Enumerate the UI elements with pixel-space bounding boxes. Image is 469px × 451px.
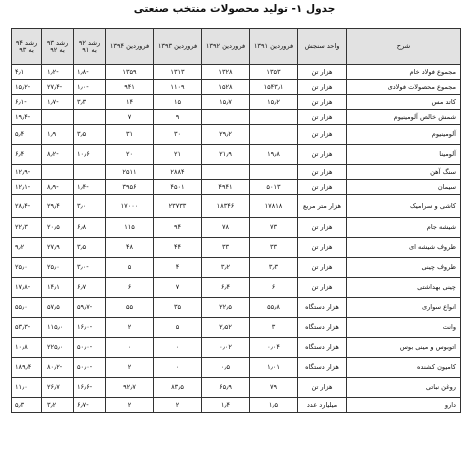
cell-1393: ۱۵ — [154, 95, 202, 110]
cell-1394: ۶ — [106, 278, 154, 298]
cell-growth-93-92: -۱٫۷ — [42, 95, 74, 110]
cell-growth-94-93: -۱۲٫۹ — [12, 165, 42, 180]
cell-growth-92-91: -۵۹٫۷ — [74, 298, 106, 318]
table-row — [12, 338, 461, 358]
cell-growth-94-93: ۵٫۳ — [12, 398, 42, 413]
header-description: شرح — [347, 29, 461, 65]
cell-1394: ۲۵۱۱ — [106, 165, 154, 180]
cell-1393: ۷ — [154, 278, 202, 298]
cell-description: شیشه جام — [347, 218, 461, 238]
cell-1393: ۰ — [154, 338, 202, 358]
cell-1394: ۲ — [106, 358, 154, 378]
cell-description: سیمان — [347, 180, 461, 195]
cell-growth-92-91: -۱٫۴ — [74, 180, 106, 195]
table-row — [12, 358, 461, 378]
cell-1391: ۳۳ — [250, 238, 298, 258]
cell-description: ظروف چینی — [347, 258, 461, 278]
cell-growth-93-92: ۲۵٫۰ — [42, 258, 74, 278]
cell-growth-94-93: ۱۸۹٫۴ — [12, 358, 42, 378]
table-row — [12, 195, 461, 218]
cell-1391: ۱٫۵ — [250, 398, 298, 413]
cell-growth-93-92: ۲۲۵٫۰ — [42, 338, 74, 358]
cell-1393: ۳۰ — [154, 125, 202, 145]
cell-1394: ۲ — [106, 398, 154, 413]
production-table — [11, 28, 461, 413]
cell-growth-92-91: ۶٫۷ — [74, 278, 106, 298]
cell-unit: هزار تن — [298, 278, 347, 298]
cell-growth-94-93: -۱۵٫۲ — [12, 80, 42, 95]
cell-1393: ۴۵۰۱ — [154, 180, 202, 195]
cell-1393: ۴ — [154, 258, 202, 278]
cell-description: سنگ آهن — [347, 165, 461, 180]
cell-unit: هزار تن — [298, 218, 347, 238]
cell-unit: هزار تن — [298, 258, 347, 278]
header-farvardin-1391: فروردین ۱۳۹۱ — [250, 29, 298, 65]
cell-unit: هزار دستگاه — [298, 338, 347, 358]
cell-1391: ۰٫۰۴ — [250, 338, 298, 358]
cell-1393: ۲۱ — [154, 145, 202, 165]
cell-growth-93-92: -۲۷٫۴ — [42, 80, 74, 95]
cell-description: روغن نباتی — [347, 378, 461, 398]
cell-1393: ۴۴ — [154, 238, 202, 258]
cell-growth-92-91: ۳٫۵ — [74, 238, 106, 258]
cell-growth-93-92: ۲۶٫۷ — [42, 378, 74, 398]
cell-growth-94-93: ۵٫۴ — [12, 125, 42, 145]
cell-growth-92-91: -۱٫۰ — [74, 80, 106, 95]
cell-1393: ۲ — [154, 398, 202, 413]
cell-1394: ۱۱۵ — [106, 218, 154, 238]
table-title: جدول ۱- تولید محصولات منتخب صنعتی — [133, 3, 336, 15]
table-row — [12, 110, 461, 125]
cell-growth-93-92: ۱۱۵٫۰ — [42, 318, 74, 338]
cell-1392: ۰٫۰۲ — [202, 338, 250, 358]
cell-growth-92-91 — [74, 110, 106, 125]
cell-1392: ۲۲٫۵ — [202, 298, 250, 318]
cell-1391: ۳ — [250, 318, 298, 338]
table-row — [12, 125, 461, 145]
header-growth-92-91: رشد ۹۲ به ۹۱ — [74, 29, 106, 65]
cell-unit: هزار تن — [298, 180, 347, 195]
table-row — [12, 258, 461, 278]
cell-1391: ۱۳۵۳ — [250, 65, 298, 80]
cell-1391 — [250, 125, 298, 145]
cell-growth-92-91: ۳٫۵ — [74, 125, 106, 145]
cell-description: انواع سواری — [347, 298, 461, 318]
cell-description: ظروف شیشه ای — [347, 238, 461, 258]
cell-growth-93-92: -۸۰٫۲ — [42, 358, 74, 378]
cell-1394: ۱۴ — [106, 95, 154, 110]
header-growth-93-92: رشد ۹۳ به ۹۲ — [42, 29, 74, 65]
cell-1391 — [250, 110, 298, 125]
cell-description: شمش خالص آلومینیوم — [347, 110, 461, 125]
cell-1392: ۱۳۲۸ — [202, 65, 250, 80]
cell-1393: ۱۱۰۹ — [154, 80, 202, 95]
cell-1393: ۵ — [154, 318, 202, 338]
cell-unit: هزار دستگاه — [298, 298, 347, 318]
cell-unit: هزار تن — [298, 110, 347, 125]
cell-1394: ۹۲٫۷ — [106, 378, 154, 398]
cell-1392: ۶٫۴ — [202, 278, 250, 298]
header-row — [12, 29, 461, 65]
table-row — [12, 378, 461, 398]
cell-growth-92-91: ۳٫۰ — [74, 195, 106, 218]
cell-1392: ۳٫۲ — [202, 258, 250, 278]
cell-1394: ۱۳۵۹ — [106, 65, 154, 80]
cell-1393: ۳۵ — [154, 298, 202, 318]
cell-unit: هزار تن — [298, 125, 347, 145]
table-row — [12, 298, 461, 318]
cell-description: چینی بهداشتی — [347, 278, 461, 298]
cell-1392: ۶۵٫۹ — [202, 378, 250, 398]
cell-growth-93-92: ۲۷٫۹ — [42, 238, 74, 258]
header-farvardin-1392: فروردین ۱۳۹۲ — [202, 29, 250, 65]
cell-growth-93-92: ۳٫۲ — [42, 398, 74, 413]
cell-description: آلومینیوم — [347, 125, 461, 145]
cell-1392: ۱۸۳۴۶ — [202, 195, 250, 218]
cell-unit: هزار تن — [298, 145, 347, 165]
cell-1391: ۱۵٫۲ — [250, 95, 298, 110]
table-row — [12, 65, 461, 80]
cell-1394: ۵۵ — [106, 298, 154, 318]
cell-1391 — [250, 165, 298, 180]
cell-description: کاتد مس — [347, 95, 461, 110]
cell-description: اتوبوس و مینی بوس — [347, 338, 461, 358]
cell-description: وانت — [347, 318, 461, 338]
table-row — [12, 318, 461, 338]
cell-1394: ۰ — [106, 338, 154, 358]
cell-unit: هزار تن — [298, 80, 347, 95]
cell-1393: ۲۸۸۴ — [154, 165, 202, 180]
cell-1394: ۷ — [106, 110, 154, 125]
table-row — [12, 180, 461, 195]
cell-1392: ۴۹۴۱ — [202, 180, 250, 195]
cell-growth-94-93: ۵۵٫۰ — [12, 298, 42, 318]
cell-1391: ۳٫۳ — [250, 258, 298, 278]
table-row — [12, 278, 461, 298]
cell-1391: ۱٫۰۱ — [250, 358, 298, 378]
cell-1391: ۶ — [250, 278, 298, 298]
cell-unit: هزار تن — [298, 238, 347, 258]
cell-description: دارو — [347, 398, 461, 413]
cell-growth-94-93: ۹٫۲ — [12, 238, 42, 258]
table-row — [12, 238, 461, 258]
cell-growth-93-92: ۵۷٫۵ — [42, 298, 74, 318]
cell-1394: ۱۷۰۰۰ — [106, 195, 154, 218]
cell-description: آلومینا — [347, 145, 461, 165]
header-farvardin-1394: فروردین ۱۳۹۴ — [106, 29, 154, 65]
cell-unit: هزار متر مربع — [298, 195, 347, 218]
cell-growth-92-91: ۳٫۳ — [74, 95, 106, 110]
table-row — [12, 165, 461, 180]
cell-1392: ۱۵۲۸ — [202, 80, 250, 95]
header-farvardin-1393: فروردین ۱۳۹۳ — [154, 29, 202, 65]
cell-description: مجموع فولاد خام — [347, 65, 461, 80]
cell-growth-92-91: ۶٫۸ — [74, 218, 106, 238]
cell-1392: ۲۱٫۹ — [202, 145, 250, 165]
cell-growth-92-91 — [74, 165, 106, 180]
cell-1391: ۱۷۸۱۸ — [250, 195, 298, 218]
table-row — [12, 398, 461, 413]
cell-1394: ۲۰ — [106, 145, 154, 165]
cell-unit: هزار دستگاه — [298, 318, 347, 338]
cell-growth-93-92 — [42, 110, 74, 125]
cell-1393: ۱۳۱۳ — [154, 65, 202, 80]
cell-1392: ۷۸ — [202, 218, 250, 238]
cell-unit: هزار تن — [298, 165, 347, 180]
cell-1394: ۳۱ — [106, 125, 154, 145]
table-row — [12, 218, 461, 238]
cell-unit: هزار تن — [298, 95, 347, 110]
cell-growth-94-93: -۱۷٫۸ — [12, 278, 42, 298]
cell-1392: ۱٫۴ — [202, 398, 250, 413]
cell-growth-92-91: ۱۰٫۶ — [74, 145, 106, 165]
cell-growth-92-91: -۱٫۸ — [74, 65, 106, 80]
cell-1394: ۳۹۵۶ — [106, 180, 154, 195]
table-row — [12, 80, 461, 95]
cell-1393: ۲۳۷۳۳ — [154, 195, 202, 218]
cell-description: کاشی و سرامیک — [347, 195, 461, 218]
table-row — [12, 95, 461, 110]
cell-1392 — [202, 165, 250, 180]
cell-1391: ۵۵٫۸ — [250, 298, 298, 318]
cell-1391: ۱۵۴۳٫۱ — [250, 80, 298, 95]
cell-1391: ۵۰۱۳ — [250, 180, 298, 195]
cell-growth-94-93: ۴٫۱ — [12, 65, 42, 80]
cell-growth-92-91: -۳٫۰ — [74, 258, 106, 278]
cell-1391: ۱۹٫۸ — [250, 145, 298, 165]
cell-1393: ۹ — [154, 110, 202, 125]
cell-growth-93-92: ۲۹٫۴ — [42, 195, 74, 218]
cell-growth-93-92: ۱٫۹ — [42, 125, 74, 145]
cell-growth-94-93: -۵۳٫۳ — [12, 318, 42, 338]
cell-growth-93-92: -۸٫۹ — [42, 180, 74, 195]
cell-growth-94-93: -۶٫۱ — [12, 95, 42, 110]
cell-growth-92-91: -۱۶٫۰ — [74, 318, 106, 338]
cell-unit: هزار تن — [298, 65, 347, 80]
cell-1392: ۰٫۵ — [202, 358, 250, 378]
cell-growth-92-91: -۱۶٫۶ — [74, 378, 106, 398]
cell-unit: هزار دستگاه — [298, 358, 347, 378]
header-unit: واحد سنجش — [298, 29, 347, 65]
cell-unit: هزار تن — [298, 378, 347, 398]
cell-growth-94-93: -۲۸٫۴ — [12, 195, 42, 218]
cell-1392: ۳۳ — [202, 238, 250, 258]
cell-growth-93-92 — [42, 165, 74, 180]
cell-1394: ۹۴۱ — [106, 80, 154, 95]
cell-growth-94-93: ۲۲٫۳ — [12, 218, 42, 238]
table-row — [12, 145, 461, 165]
cell-growth-94-93: -۱۹٫۴ — [12, 110, 42, 125]
cell-1392: ۲٫۵۲ — [202, 318, 250, 338]
cell-1391: ۷۹ — [250, 378, 298, 398]
header-growth-94-93: رشد ۹۴ به ۹۳ — [12, 29, 42, 65]
cell-1393: ۹۴ — [154, 218, 202, 238]
cell-1393: ۸۳٫۵ — [154, 378, 202, 398]
cell-growth-94-93: ۶٫۴ — [12, 145, 42, 165]
cell-1392: ۱۵٫۷ — [202, 95, 250, 110]
cell-growth-92-91: -۵۰٫۰ — [74, 338, 106, 358]
cell-1392 — [202, 110, 250, 125]
cell-1394: ۲ — [106, 318, 154, 338]
cell-1391: ۷۳ — [250, 218, 298, 238]
cell-1392: ۲۹٫۲ — [202, 125, 250, 145]
cell-1394: ۴۸ — [106, 238, 154, 258]
cell-growth-93-92: -۸٫۲ — [42, 145, 74, 165]
cell-description: مجموع محصولات فولادی — [347, 80, 461, 95]
cell-1393: ۰ — [154, 358, 202, 378]
cell-growth-93-92: ۱۴٫۱ — [42, 278, 74, 298]
cell-growth-94-93: ۲۵٫۰ — [12, 258, 42, 278]
cell-1394: ۵ — [106, 258, 154, 278]
cell-growth-92-91: -۵۰٫۰ — [74, 358, 106, 378]
cell-growth-93-92: -۱٫۲ — [42, 65, 74, 80]
cell-growth-94-93: -۱۲٫۱ — [12, 180, 42, 195]
cell-unit: میلیارد عدد — [298, 398, 347, 413]
cell-description: کامیون کشنده — [347, 358, 461, 378]
cell-growth-92-91: -۶٫۷ — [74, 398, 106, 413]
cell-growth-94-93: ۱۰٫۸ — [12, 338, 42, 358]
cell-growth-94-93: ۱۱٫۰ — [12, 378, 42, 398]
cell-growth-93-92: ۲۰٫۵ — [42, 218, 74, 238]
table-body — [12, 65, 461, 413]
